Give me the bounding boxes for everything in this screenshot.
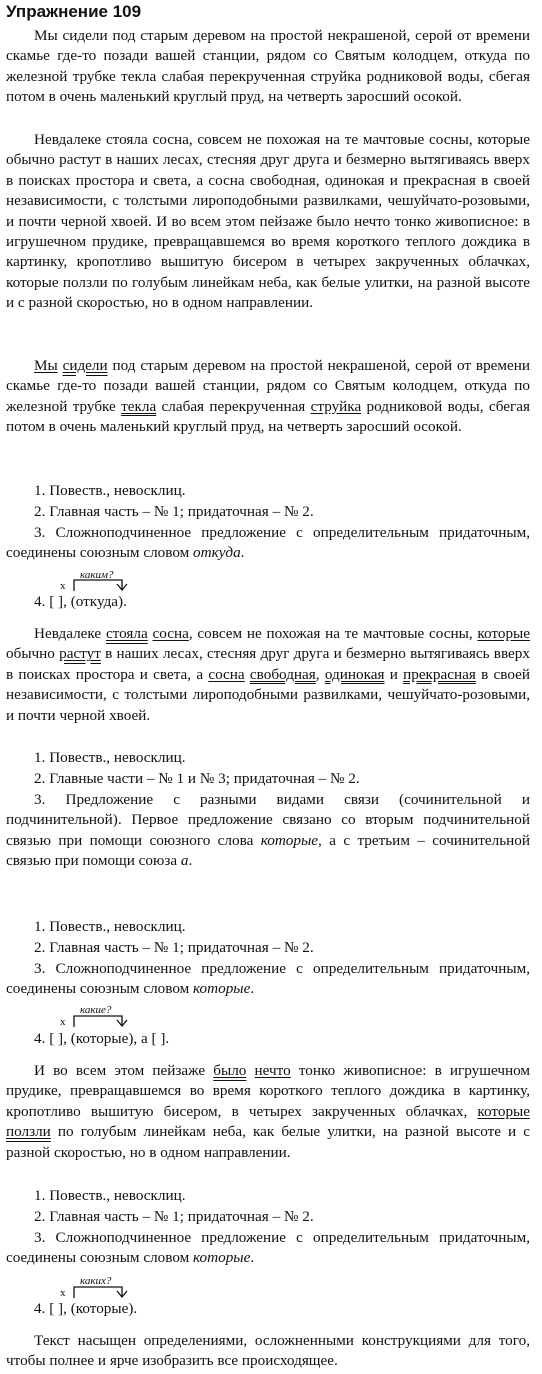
analysis-1-point-3: 3. Сложноподчиненное предложение с определительным придаточным, соединены союзным словом откуда. [6,524,530,562]
subject-word: сосна [152,625,189,642]
predicate-word: стояла [105,625,148,642]
x-mark: х [60,1016,66,1028]
analysis-2-point-2: 2. Главные части – № 1 и № 3; придаточная – № 2. [34,770,360,787]
x-mark: х [60,580,66,592]
predicate-word: растут [59,645,101,663]
question-label: каким? [80,569,114,581]
analysis-3-point-2: 2. Главная часть – № 1; придаточная – № 2. [34,939,314,956]
subject-word: Мы [34,357,58,374]
predicate-word: свободная [249,665,316,683]
scheme-arrow-icon [72,1283,132,1299]
analysis-4-point-3: 3. Сложноподчиненное предложение с определительным придаточным, соединены союзным словом которые. [6,1229,530,1267]
analysis-3-point-1: 1. Повеств., невосклиц. [34,918,186,935]
analysis-4-point-1: 1. Повеств., невосклиц. [34,1187,186,1204]
analysis-1-scheme: 4. [ ], (откуда). [34,593,127,610]
analysis-2-point-1: 1. Повеств., невосклиц. [34,749,186,766]
x-mark: х [60,1287,66,1299]
subject-word: струйка [310,397,362,415]
question-label: каких? [80,1275,112,1287]
analysis-1-point-1: 1. Повеств., невосклиц. [34,482,186,499]
predicate-word: сидели [62,357,108,374]
analysis-1-point-2: 2. Главная часть – № 1; придаточная – № 2. [34,503,314,520]
question-label: какие? [80,1004,112,1016]
conclusion-paragraph: Текст насыщен определениями, осложненными конструкциями для того, чтобы полнее и ярче изобразить все происходящее. [6,1332,530,1370]
analysis-4-point-2: 2. Главная часть – № 1; придаточная – № 2. [34,1208,314,1225]
predicate-word: было [213,1062,247,1079]
analysis-1-sentence: Мы сидели под старым деревом на простой некрашеной, серой от времени скамье где-то позади вашей станции, рядом со Святым колодцем, откуда по железной трубке текла слабая перекрученная струйка родниковой воды, сбегая потом в очень маленький круглый пруд, на четверть заросший осокой. [6,357,531,436]
text-paragraph-2: Невдалеке стояла сосна, совсем не похожая на те мачтовые сосны, которые обычно растут в наших лесах, стесняя друг друга и безмерно вытягиваясь вверх в поисках простора и света, а сосна свободная, одинокая и прекрасная в своей независимости, с толстыми лироподобными развилками, чешуйчато-розовыми, и почти черной хвоей. И во всем этом пейзаже было нечто тонко живописное: в игрушечном прудике, превращавшемся во время короткого теплого дождика в картинку, кропотливо вышитую бисером в четырех закрученных облачках, которые ползли по голубым линейкам неба, как белые улитки, на разной высоте и с разной скоростью, но в одном направлении. [6,131,530,312]
subject-word: нечто [254,1062,291,1079]
analysis-4-sentence: И во всем этом пейзаже было нечто тонко живописное: в игрушечном прудике, превращавшемся во время короткого теплого дождика в картинку, кропотливо вышитую бисером, в четырех закрученных облачках, которые ползли по голубым линейкам неба, как белые улитки, на разной высоте и с разной скоростью, но в одном направлении. [6,1062,531,1161]
exercise-title: Упражнение 109 [6,2,142,21]
analysis-3-point-3: 3. Сложноподчиненное предложение с определительным придаточным, соединены союзным словом которые. [6,960,530,998]
subject-word: которые [477,1102,530,1120]
analysis-3-scheme: 4. [ ], (которые), а [ ]. [34,1030,170,1047]
scheme-arrow-icon [72,1012,132,1028]
subject-word: которые [477,625,530,642]
predicate-word: одинокая [324,665,385,683]
analysis-2-sentence: Невдалеке стояла сосна, совсем не похожая на те мачтовые сосны, которые обычно растут в наших лесах, стесняя друг друга и безмерно вытягиваясь вверх в поисках простора и света, а сосна свободная, одинокая и прекрасная в своей независимости, с толстыми лироподобными развилками, чешуйчато-розовыми, и почти черной хвоей. [6,625,530,724]
predicate-word: текла [121,397,157,415]
scheme-arrow-icon [72,576,132,592]
analysis-2-point-3: 3. Предложение с разными видами связи (сочинительной и подчинительной). Первое предложение связано со вторым подчинительной связью при помощи союзного слова которые, а с третьим – сочинительной связью при помощи союза а. [6,791,530,870]
text-paragraph-1: Мы сидели под старым деревом на простой некрашеной, серой от времени скамье где-то позади вашей станции, рядом со Святым колодцем, откуда по железной трубке текла слабая перекрученная струйка родниковой воды, сбегая потом в очень маленький круглый пруд, на четверть заросший осокой. [6,27,530,106]
analysis-4-scheme: 4. [ ], (которые). [34,1300,138,1317]
predicate-word: прекрасная [403,665,476,683]
subject-word: сосна [208,665,245,683]
predicate-word: ползли [6,1123,51,1141]
